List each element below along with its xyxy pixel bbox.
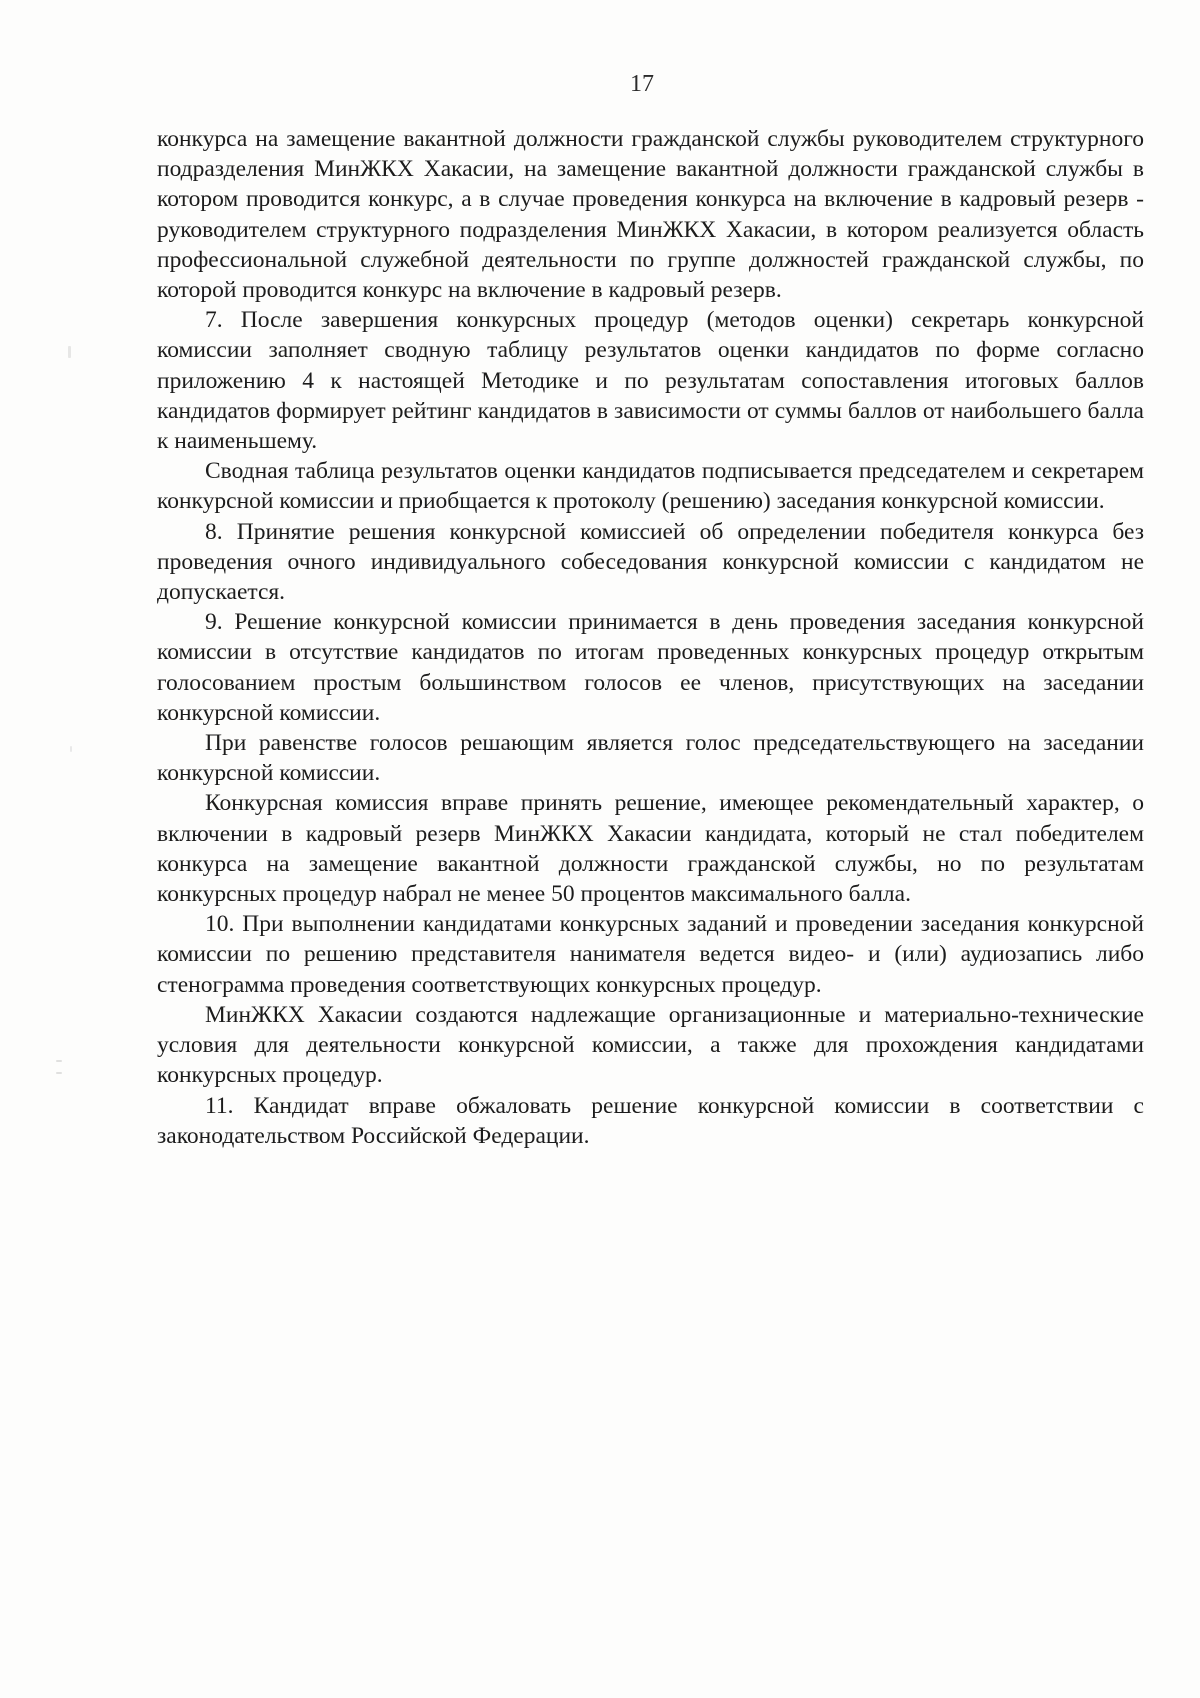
scan-artifact bbox=[68, 346, 71, 358]
paragraph-11: 11. Кандидат вправе обжаловать решение конкурсной комиссии в соответствии с законодательством Российской Федерации. bbox=[157, 1092, 1144, 1149]
paragraph-reserve-recommendation: Конкурсная комиссия вправе принять решение, имеющее рекомендательный характер, о включении в кадровый резерв МинЖКХ Хакасии кандидата, который не стал победителем конкурса на замещение вакантной должности гражданской службы, но по результатам конкурсных процедур набрал не менее 50 процентов максимального балла. bbox=[157, 790, 1144, 908]
document-body bbox=[157, 124, 1144, 1151]
scan-artifact bbox=[70, 746, 72, 752]
paragraph-8: 8. Принятие решения конкурсной комиссией об определении победителя конкурса без проведения очного индивидуального собеседования конкурсной комиссии с кандидатом не допускается. bbox=[157, 518, 1144, 606]
paragraph-9: 9. Решение конкурсной комиссии принимается в день проведения заседания конкурсной комиссии в отсутствие кандидатов по итогам проведенных конкурсных процедур открытым голосованием простым большинством голосов ее членов, присутствующих на заседании конкурсной комиссии. bbox=[157, 609, 1144, 726]
paragraph-conditions: МинЖКХ Хакасии создаются надлежащие организационные и материально-технические условия для деятельности конкурсной комиссии, а также для прохождения кандидатами конкурсных процедур. bbox=[157, 1001, 1144, 1089]
scan-artifact bbox=[56, 1072, 62, 1074]
scan-artifact bbox=[56, 1060, 62, 1062]
paragraph-7: 7. После завершения конкурсных процедур (методов оценки) секретарь конкурсной комиссии заполняет сводную таблицу результатов оценки кандидатов по форме согласно приложению 4 к настоящей Методике и по результатам сопоставления итоговых баллов кандидатов формирует рейтинг кандидатов в зависимости от суммы баллов от наибольшего балла к наименьшему. bbox=[157, 307, 1144, 455]
paragraph-continuation: конкурса на замещение вакантной должности гражданской службы руководителем структурного подразделения МинЖКХ Хакасии, на замещение вакантной должности гражданской службы в котором проводится конкурс, а в случае проведения конкурса на включение в кадровый резерв - руководителем структурного подразделения МинЖКХ Хакасии, в котором реализуется область профессиональной служебной деятельности по группе должностей гражданской службы, по которой проводится конкурс на включение в кадровый резерв. bbox=[157, 126, 1144, 304]
page-number: 17 bbox=[630, 71, 654, 97]
paragraph-summary-table: Сводная таблица результатов оценки кандидатов подписывается председателем и секретарем конкурсной комиссии и приобщается к протоколу (решению) заседания конкурсной комиссии. bbox=[157, 458, 1144, 515]
paragraph-vote-tie: При равенстве голосов решающим является голос председательствующего на заседании конкурсной комиссии. bbox=[157, 730, 1144, 787]
paragraph-10: 10. При выполнении кандидатами конкурсных заданий и проведении заседания конкурсной комиссии по решению представителя нанимателя ведется видео- и (или) аудиозапись либо стенограмма проведения соответствующих конкурсных процедур. bbox=[157, 911, 1144, 998]
